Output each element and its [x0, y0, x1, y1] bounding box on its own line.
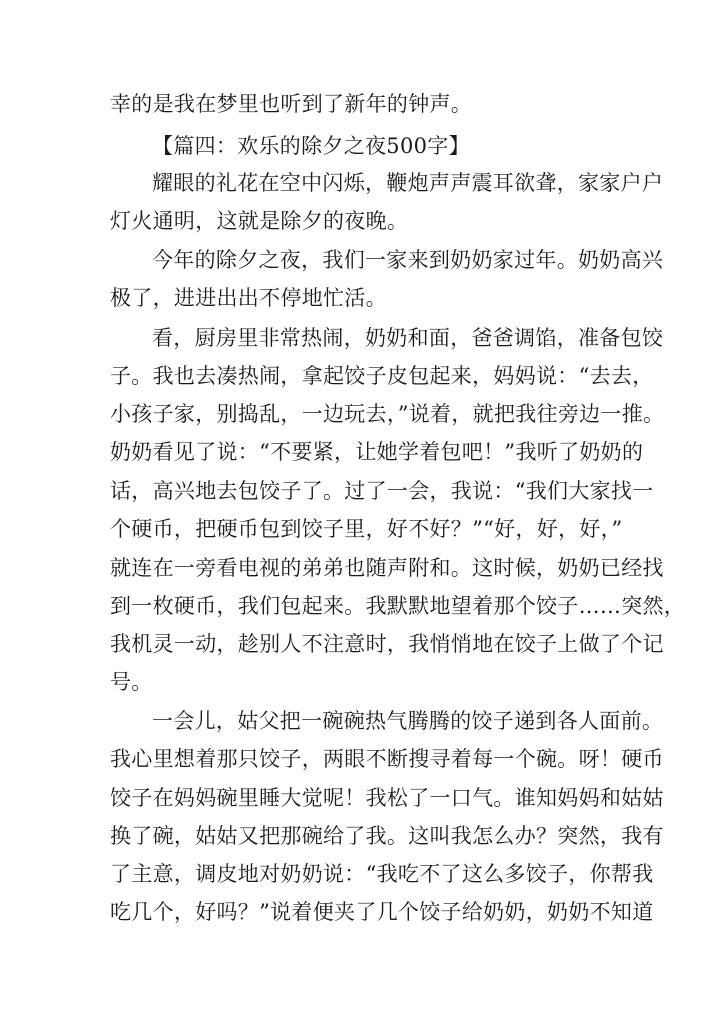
text-line: 小孩子家，别捣乱，一边玩去，”说着，就把我往旁边一推。 — [110, 402, 665, 426]
text-line: 换了碗，姑姑又把那碗给了我。这叫我怎么办？突然，我有 — [110, 824, 664, 848]
text-line: 极了，进进出出不停地忙活。 — [110, 286, 387, 310]
text-line: 幸的是我在梦里也听到了新年的钟声。 — [110, 92, 473, 116]
text-line: 看，厨房里非常热闹，奶奶和面，爸爸调馅，准备包饺 — [152, 326, 664, 350]
section-heading: 【篇四：欢乐的除夕之夜500字】 — [152, 134, 470, 158]
text-line: 话，高兴地去包饺子了。过了一会，我说：“我们大家找一 — [110, 479, 654, 503]
text-line: 个硬币，把硬币包到饺子里，好不好？”“好，好，好，” — [110, 517, 623, 541]
text-line: 了主意，调皮地对奶奶说：“我吃不了这么多饺子，你帮我 — [110, 862, 654, 886]
text-line: 奶奶看见了说：“不要紧，让她学着包吧！”我听了奶奶的 — [110, 440, 644, 464]
text-line: 我心里想着那只饺子，两眼不断搜寻着每一个碗。呀！硬币 — [110, 747, 664, 771]
text-line: 饺子在妈妈碗里睡大觉呢！我松了一口气。谁知妈妈和姑姑 — [110, 786, 664, 810]
text-line: 耀眼的礼花在空中闪烁，鞭炮声声震耳欲聋，家家户户 — [152, 171, 664, 195]
text-line: 我机灵一动，趁别人不注意时，我悄悄地在饺子上做了个记 — [110, 632, 664, 656]
text-line: 就连在一旁看电视的弟弟也随声附和。这时候，奶奶已经找 — [110, 556, 664, 580]
text-line: 灯火通明，这就是除夕的夜晚。 — [110, 209, 409, 233]
text-line: 一会儿，姑父把一碗碗热气腾腾的饺子递到各人面前。 — [152, 709, 664, 733]
text-line: 到一枚硬币，我们包起来。我默默地望着那个饺子……突然， — [110, 594, 686, 618]
text-line: 号。 — [110, 670, 153, 694]
text-line: 今年的除夕之夜，我们一家来到奶奶家过年。奶奶高兴 — [152, 248, 664, 272]
text-line: 吃几个，好吗？”说着便夹了几个饺子给奶奶，奶奶不知道 — [110, 900, 654, 924]
text-line: 子。我也去凑热闹，拿起饺子皮包起来，妈妈说：“去去， — [110, 364, 654, 388]
